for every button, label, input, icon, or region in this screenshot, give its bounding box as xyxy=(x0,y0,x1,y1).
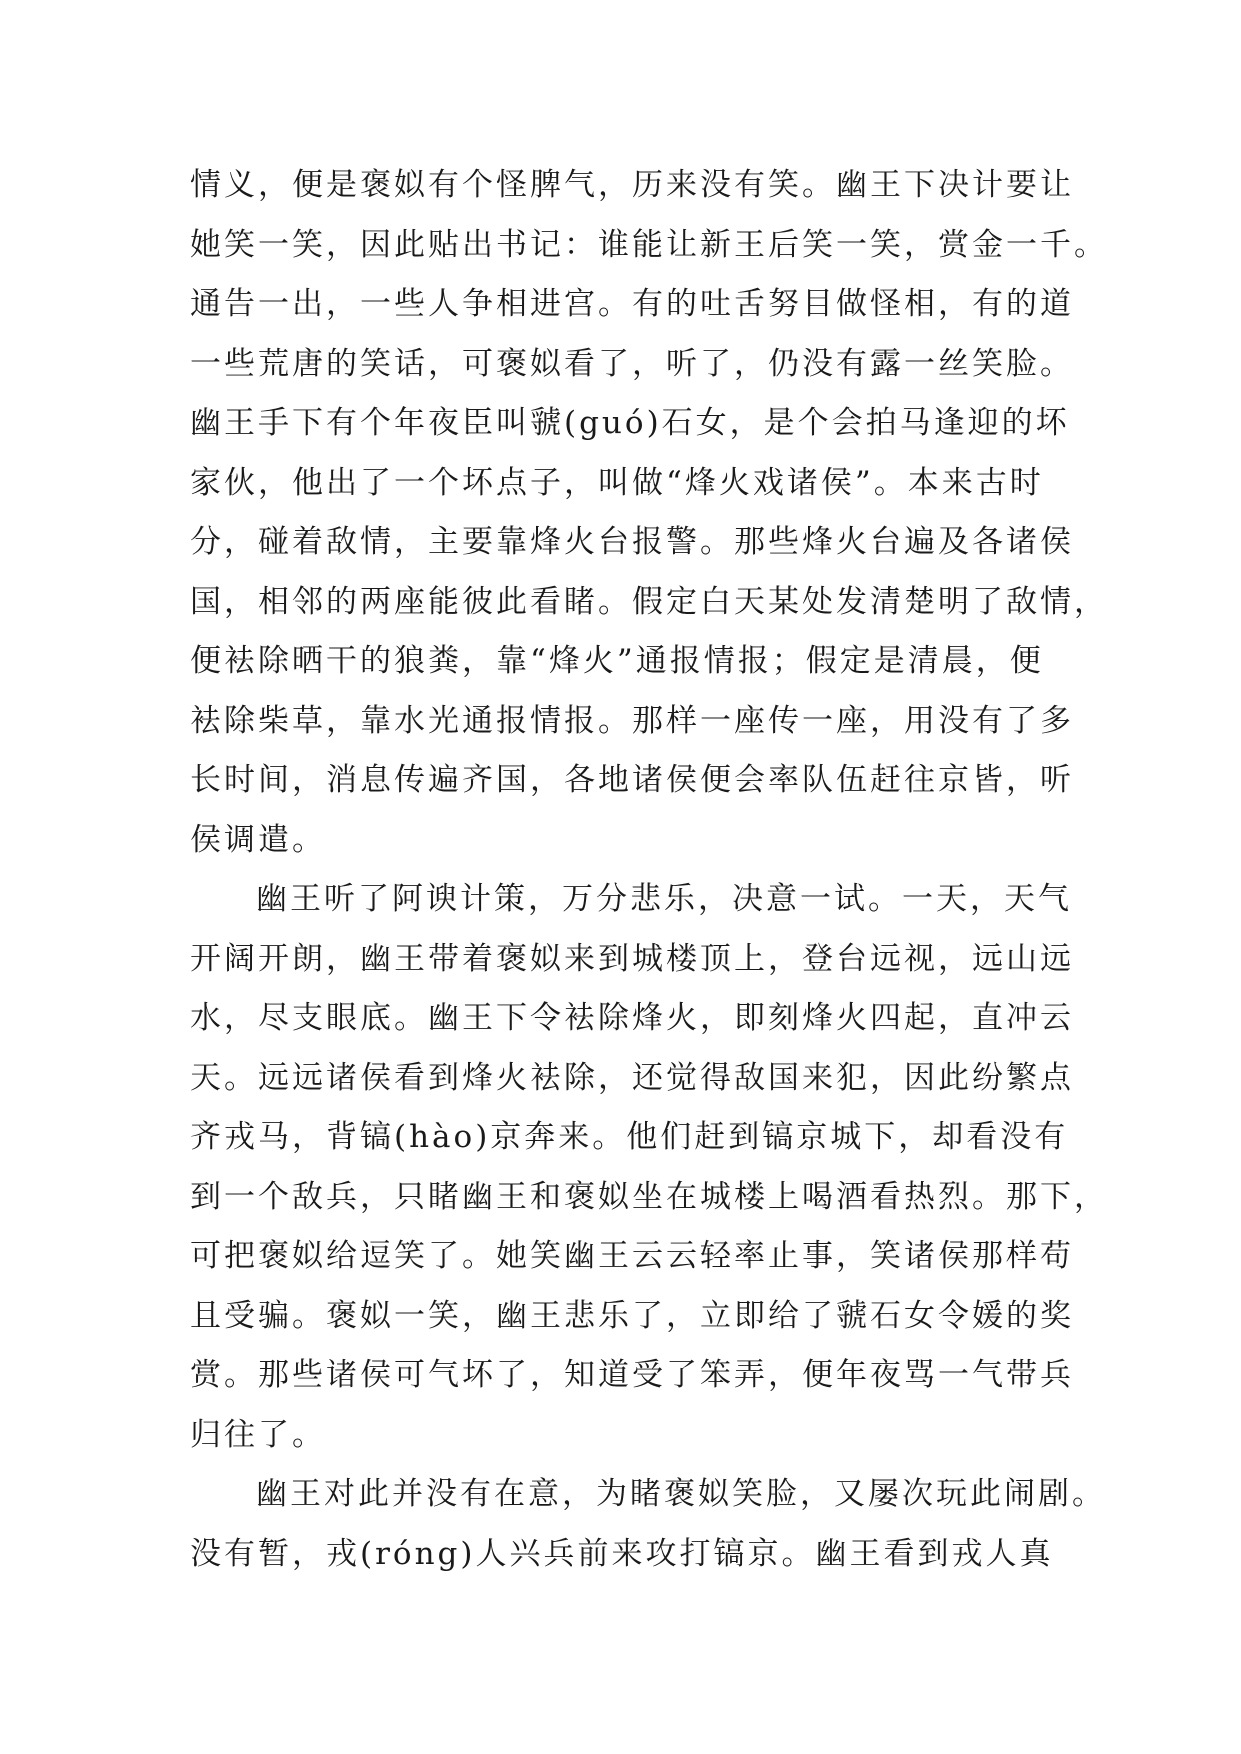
text-line: 幽王手下有个年夜臣叫虢(guó)石女，是个会拍马逢迎的坏 xyxy=(190,405,1070,441)
paragraph-first-line: 幽王听了阿谀计策，万分悲乐，决意一试。一天，天气 xyxy=(256,881,1072,917)
text-line: 开阔开朗，幽王带着褒姒来到城楼顶上，登台远视，远山远 xyxy=(190,940,1074,977)
text-line: 到一个敌兵，只睹幽王和褒姒坐在城楼上喝酒看热烈。那下， xyxy=(190,1178,1108,1215)
text-line: 侯调遣。 xyxy=(190,821,326,858)
text-line: 长时间，消息传遍齐国，各地诸侯便会率队伍赶往京皆，听 xyxy=(190,762,1074,798)
text-line: 便袪除晒干的狼粪，靠“烽火”通报情报；假定是清晨，便 xyxy=(190,643,1044,679)
text-line: 她笑一笑，因此贴出书记：谁能让新王后笑一笑，赏金一千。 xyxy=(190,226,1108,263)
text-line: 赏。那些诸侯可气坏了，知道受了笨弄，便年夜骂一气带兵 xyxy=(190,1357,1074,1393)
text-line: 情义，便是褒姒有个怪脾气，历来没有笑。幽王下决计要让 xyxy=(190,167,1074,203)
text-line: 袪除柴草，靠水光通报情报。那样一座传一座，用没有了多 xyxy=(190,702,1074,739)
text-line: 一些荒唐的笑话，可褒姒看了，听了，仍没有露一丝笑脸。 xyxy=(190,345,1074,382)
text-line: 归往了。 xyxy=(190,1416,326,1453)
text-line: 可把褒姒给逗笑了。她笑幽王云云轻率止事，笑诸侯那样苟 xyxy=(190,1238,1074,1274)
text-line: 没有暂，戎(róng)人兴兵前来攻打镐京。幽王看到戎人真 xyxy=(190,1535,1054,1572)
text-line: 水，尽支眼底。幽王下令袪除烽火，即刻烽火四起，直冲云 xyxy=(190,1000,1074,1036)
body-text xyxy=(190,156,1108,1584)
text-line: 天。远远诸侯看到烽火袪除，还觉得敌国来犯，因此纷繁点 xyxy=(190,1059,1074,1096)
text-line: 国，相邻的两座能彼此看睹。假定白天某处发清楚明了敌情， xyxy=(190,583,1108,620)
text-line: 且受骗。褒姒一笑，幽王悲乐了，立即给了虢石女令媛的奖 xyxy=(190,1297,1074,1334)
text-line: 齐戎马，背镐(hào)京奔来。他们赶到镐京城下，却看没有 xyxy=(190,1119,1069,1155)
text-line: 分，碰着敌情，主要靠烽火台报警。那些烽火台遍及各诸侯 xyxy=(190,524,1074,560)
paragraph-first-line: 幽王对此并没有在意，为睹褒姒笑脸，又屡次玩此闹剧。 xyxy=(256,1476,1106,1512)
text-line: 家伙，他出了一个坏点子，叫做“烽火戏诸侯”。本来古时 xyxy=(190,464,1044,501)
text-line: 通告一出，一些人争相进宫。有的吐舌努目做怪相，有的道 xyxy=(190,286,1074,322)
